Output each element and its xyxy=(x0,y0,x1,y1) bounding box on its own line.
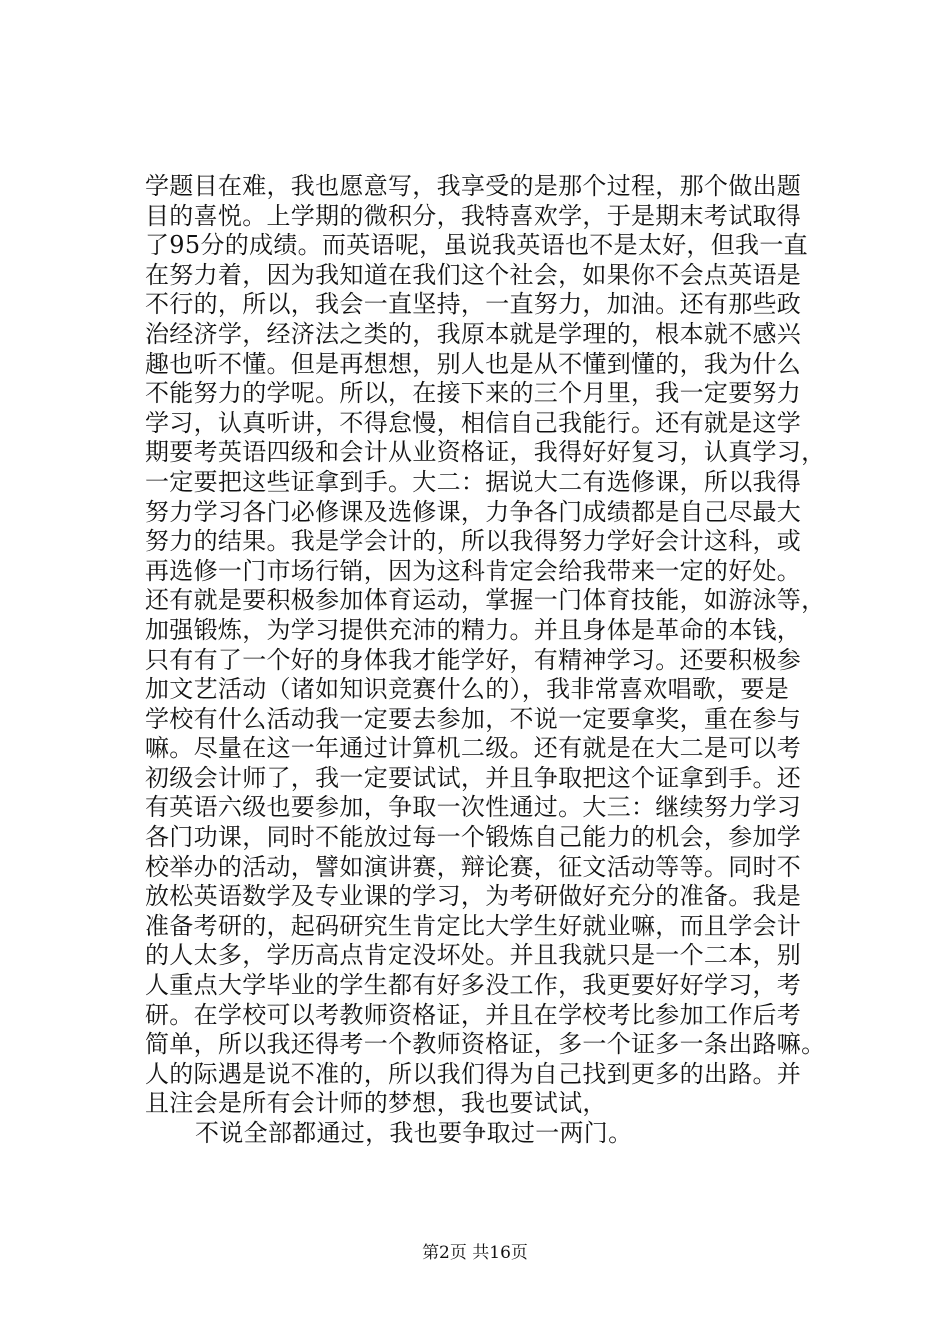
text-line: 目的喜悦。上学期的微积分，我特喜欢学，于是期末考试取得 xyxy=(145,201,802,230)
text-line: 治经济学，经济法之类的，我原本就是学理的，根本就不感兴 xyxy=(145,319,802,348)
text-line: 学校有什么活动我一定要去参加，不说一定要拿奖，重在参与 xyxy=(145,704,802,733)
text-line: 且注会是所有会计师的梦想，我也要试试， xyxy=(145,1089,607,1118)
text-line: 人的际遇是说不准的，所以我们得为自己找到更多的出路。并 xyxy=(145,1059,802,1088)
text-line: 不能努力的学呢。所以，在接下来的三个月里，我一定要努力 xyxy=(145,379,802,408)
text-line: 只有有了一个好的身体我才能学好，有精神学习。还要积极参 xyxy=(145,645,802,674)
text-line: 加文艺活动（诸如知识竞赛什么的），我非常喜欢唱歌，要是 xyxy=(145,675,790,704)
text-line: 初级会计师了，我一定要试试，并且争取把这个证拿到手。还 xyxy=(145,763,802,792)
text-line: 加强锻炼，为学习提供充沛的精力。并且身体是革命的本钱， xyxy=(145,615,802,644)
text-line: 努力的结果。我是学会计的，所以我得努力学好会计这科，或 xyxy=(145,527,802,556)
text-line: 期要考英语四级和会计从业资格证，我得好好复习，认真学习， xyxy=(145,438,826,467)
text-line: 学习，认真听讲，不得怠慢，相信自己我能行。还有就是这学 xyxy=(145,408,802,437)
text-line: 趣也听不懂。但是再想想，别人也是从不懂到懂的，我为什么 xyxy=(145,349,802,378)
text-line: 校举办的活动，譬如演讲赛，辩论赛，征文活动等等。同时不 xyxy=(145,852,802,881)
text-line: 准备考研的，起码研究生肯定比大学生好就业嘛，而且学会计 xyxy=(145,911,802,940)
text-line: 嘛。尽量在这一年通过计算机二级。还有就是在大二是可以考 xyxy=(145,734,802,763)
text-line: 有英语六级也要参加，争取一次性通过。大三：继续努力学习 xyxy=(145,793,802,822)
body-text xyxy=(145,172,845,1149)
text-line: 放松英语数学及专业课的学习，为考研做好充分的准备。我是 xyxy=(145,882,802,911)
text-line: 还有就是要积极参加体育运动，掌握一门体育技能，如游泳等， xyxy=(145,586,826,615)
text-line: 人重点大学毕业的学生都有好多没工作，我更要好好学习，考 xyxy=(145,971,802,1000)
text-line: 努力学习各门必修课及选修课，力争各门成绩都是自己尽最大 xyxy=(145,497,802,526)
text-line: 再选修一门市场行销，因为这科肯定会给我带来一定的好处。 xyxy=(145,556,802,585)
text-line: 各门功课，同时不能放过每一个锻炼自己能力的机会，参加学 xyxy=(145,823,802,852)
paragraph-start-line: 不说全部都通过，我也要争取过一两门。 xyxy=(195,1119,633,1147)
text-line: 在努力着，因为我知道在我们这个社会，如果你不会点英语是 xyxy=(145,260,802,289)
text-line: 简单，所以我还得考一个教师资格证，多一个证多一条出路嘛。 xyxy=(145,1030,826,1059)
text-line: 不行的，所以，我会一直坚持，一直努力，加油。还有那些政 xyxy=(145,290,802,319)
text-line: 一定要把这些证拿到手。大二：据说大二有选修课，所以我得 xyxy=(145,467,802,496)
text-line: 研。在学校可以考教师资格证，并且在学校考比参加工作后考 xyxy=(145,1000,802,1029)
text-line: 了95分的成绩。而英语呢，虽说我英语也不是太好，但我一直 xyxy=(145,231,808,260)
page-number-footer: 第2页 共16页 xyxy=(422,1243,528,1263)
text-line: 的人太多，学历高点肯定没坏处。并且我就只是一个二本，别 xyxy=(145,941,802,970)
text-line: 学题目在难，我也愿意写，我享受的是那个过程，那个做出题 xyxy=(145,172,802,200)
